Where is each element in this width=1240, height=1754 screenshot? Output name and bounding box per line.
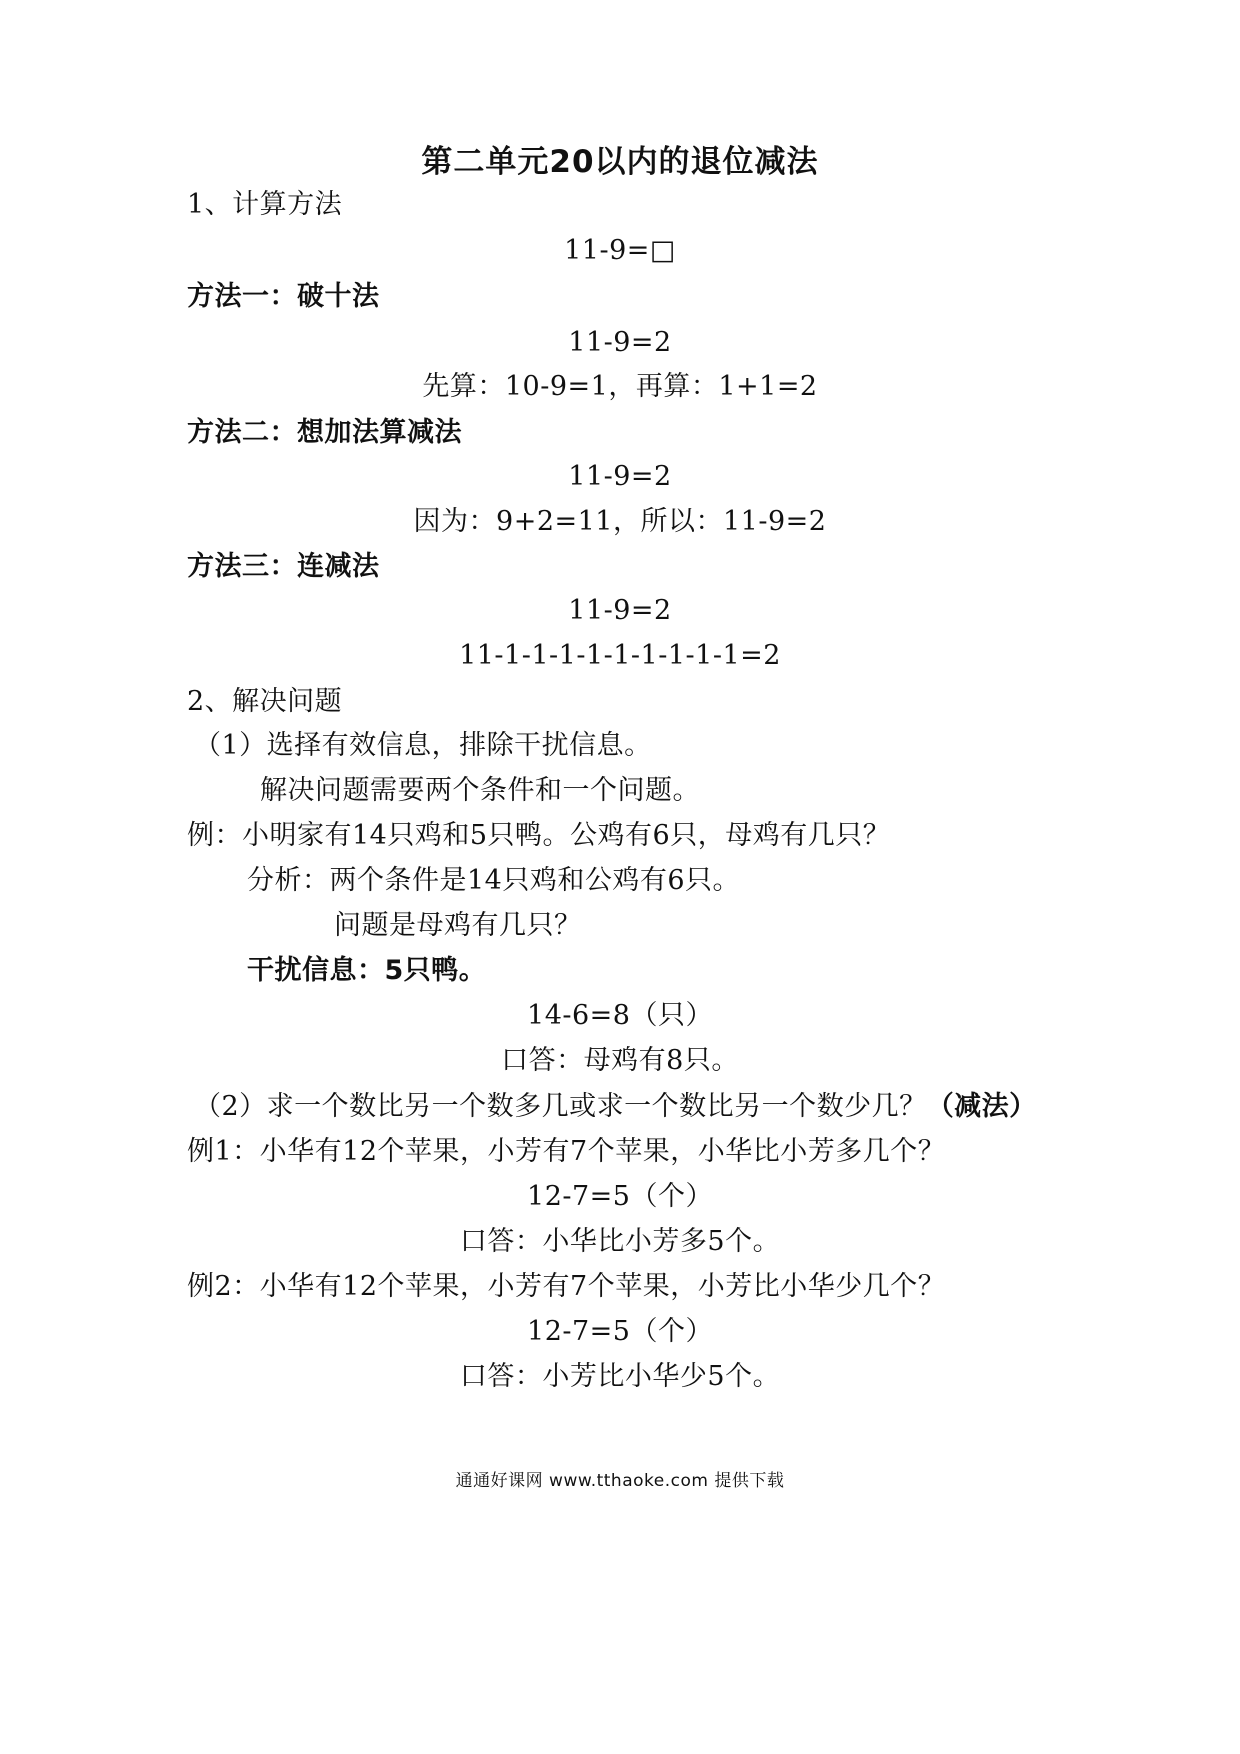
section1-problem: 11-9=□ <box>564 235 676 266</box>
part1-equation: 14-6=8（只） <box>527 1000 713 1031</box>
method3-equation: 11-9=2 <box>568 595 672 626</box>
method1-label: 方法一：破十法 <box>187 281 380 312</box>
part1-example: 例：小明家有14只鸡和5只鸭。公鸡有6只，母鸡有几只？ <box>187 820 891 851</box>
method3-explanation: 11-1-1-1-1-1-1-1-1-1=2 <box>459 640 781 671</box>
part1-question: 问题是母鸡有几只？ <box>334 910 582 941</box>
part1-answer: 口答：母鸡有8只。 <box>501 1045 739 1076</box>
section1-heading: 1、计算方法 <box>187 189 343 220</box>
part2-heading-text: （2）求一个数比另一个数多几或求一个数比另一个数少几？ <box>194 1091 927 1122</box>
part1-distractor: 干扰信息：5只鸭。 <box>247 955 487 986</box>
part2-example1: 例1：小华有12个苹果，小芳有7个苹果，小华比小芳多几个？ <box>187 1136 946 1167</box>
method3-label: 方法三：连减法 <box>187 551 380 582</box>
method1-equation: 11-9=2 <box>568 327 672 358</box>
part2-heading <box>194 1090 1037 1124</box>
part2-equation1: 12-7=5（个） <box>527 1181 713 1212</box>
page-footer: 通通好课网 www.tthaoke.com 提供下载 <box>455 1471 785 1491</box>
part1-analysis: 分析：两个条件是14只鸡和公鸡有6只。 <box>247 865 741 896</box>
method1-explanation: 先算：10-9=1，再算：1+1=2 <box>422 371 818 402</box>
method2-label: 方法二：想加法算减法 <box>187 417 462 448</box>
part2-heading-emphasis: （减法） <box>926 1091 1037 1122</box>
method2-equation: 11-9=2 <box>568 461 672 492</box>
part2-answer1: 口答：小华比小芳多5个。 <box>459 1226 781 1257</box>
part2-equation2: 12-7=5（个） <box>527 1316 713 1347</box>
part2-example2: 例2：小华有12个苹果，小芳有7个苹果，小芳比小华少几个？ <box>187 1271 946 1302</box>
part2-answer2: 口答：小芳比小华少5个。 <box>459 1361 781 1392</box>
page-title: 第二单元20以内的退位减法 <box>421 144 819 180</box>
part1-heading: （1）选择有效信息，排除干扰信息。 <box>194 730 652 761</box>
part1-note: 解决问题需要两个条件和一个问题。 <box>260 775 700 806</box>
method2-explanation: 因为：9+2=11，所以：11-9=2 <box>413 506 827 537</box>
section2-heading: 2、解决问题 <box>187 686 343 717</box>
